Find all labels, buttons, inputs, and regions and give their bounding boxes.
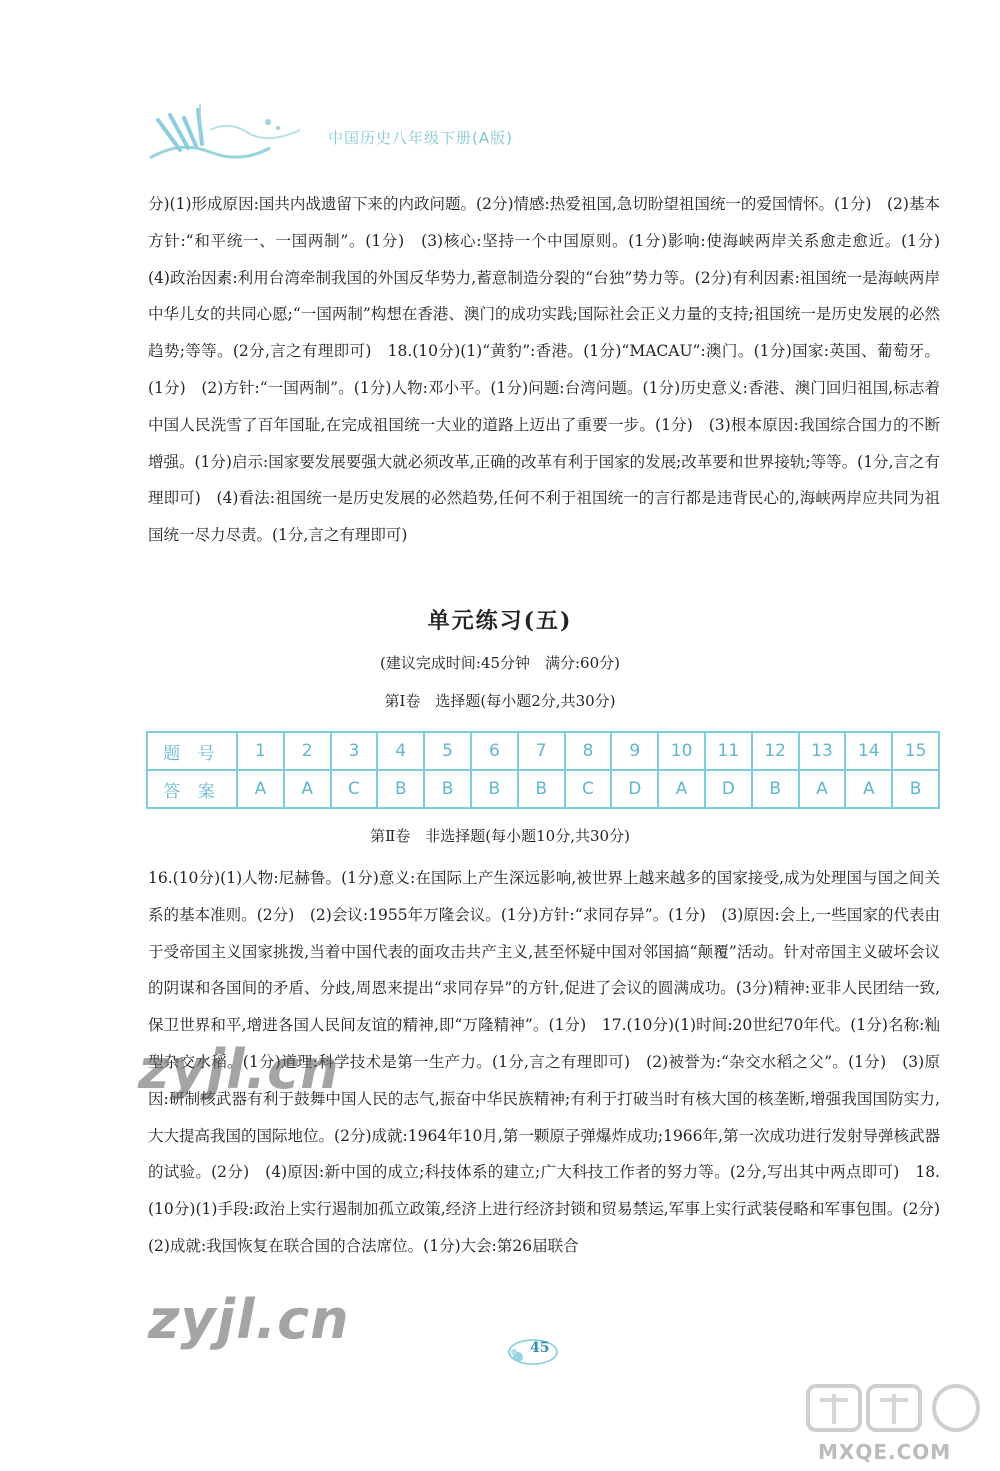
answer-cell: D (611, 770, 658, 808)
answer-paragraph-2: 16.(10分)(1)人物:尼赫鲁。(1分)意义:在国际上产生深远影响,被世界上越来越多的国家接受,成为处理国与国之间关系的基本准则。(2分) (2)会议:1955年万隆会议。(1分)方针:“求同存异”。(1分) (3)原因:会上,一些国家的代表由于受帝国主义国家挑拨,当着中国代表的面攻击共产主义,甚至怀疑中国对邻国搞“颠覆”活动。针对帝国主义破坏会议的阴谋和各国间的矛盾、分歧,周恩来提出“求同存异”的方针,促进了会议的圆满成功。(3分)精神:亚非人民团结一致,保卫世界和平,增进各国人民间友谊的精神,即“万隆精神”。(1分) 17.(10分)(1)时间:20世纪70年代。(1分)名称:籼型杂交水稻。(1分)道理:科学技术是第一生产力。(1分,言之有理即可) (2)被誉为:“杂交水稻之父”。(1分) (3)原因:研制核武器有利于鼓舞中国人民的志气,振奋中华民族精神;有利于打破当时有核大国的核垄断,增强我国国防实力,大大提高我国的国际地位。(2分)成就:1964年10月,第一颗原子弹爆炸成功;1966年,第一次成功进行发射导弹核武器的试验。(2分) (4)原因:新中国的成立;科技体系的建立;广大科技工作者的努力等。(2分,写出其中两点即可) 18.(10分)(1)手段:政治上实行遏制加孤立政策,经济上进行经济封锁和贸易禁运,军事上实行武装侵略和军事包围。(2分) (2)成就:我国恢复在联合国的合法席位。(1分)大会:第26届联合 (148, 869, 956, 1255)
unit-title: 单元练习(五) (427, 608, 573, 634)
answer-cell: B (471, 770, 518, 808)
question-number: 11 (705, 732, 752, 770)
question-number: 6 (471, 732, 518, 770)
page-header (140, 100, 560, 170)
watermark: zyjl.cn (138, 1038, 340, 1101)
answer-cell: D (705, 770, 752, 808)
answer-paragraph-1: 分)(1)形成原因:国共内战遗留下来的内政问题。(2分)情感:热爱祖国,急切盼望祖国统一的爱国情怀。(1分) (2)基本方针:“和平统一、一国两制”。(1分) (3)核心:坚持一个中国原则。(1分)影响:使海峡两岸关系愈走愈近。(1分) (4)政治因素:利用台湾牵制我国的外国反华势力,蓄意制造分裂的“台独”势力等。(2分)有利因素:祖国统一是海峡两岸中华儿女的共同心愿;“一国两制”构想在香港、澳门的成功实践;国际社会正义力量的支持;祖国统一是历史发展的必然趋势;等等。(2分,言之有理即可) 18.(10分)(1)“黄豹”:香港。(1分)“MACAU”:澳门。(1分)国家:英国、葡萄牙。(1分) (2)方针:“一国两制”。(1分)人物:邓小平。(1分)问题:台湾问题。(1分)历史意义:香港、澳门回归祖国,标志着中国人民洗雪了百年国耻,在完成祖国统一大业的道路上迈出了重要一步。(1分) (3)根本原因:我国综合国力的不断增强。(1分)启示:国家要发展要强大就必须改革,正确的改革有利于国家的发展;改革要和世界接轨;等等。(1分,言之有理即可) (4)看法:祖国统一是历史发展的必然趋势,任何不利于祖国统一的言行都是违背民心的,海峡两岸应共同为祖国统一尽力尽责。(1分,言之有理即可) (148, 195, 956, 545)
answer-cell: C (331, 770, 378, 808)
answer-cell: B (377, 770, 424, 808)
answer-cell: A (284, 770, 331, 808)
part2-heading: 第Ⅱ卷 非选择题(每小题10分,共30分) (370, 827, 630, 845)
watermark: zyjl.cn (148, 1288, 350, 1351)
row-label-number: 题 号 (147, 732, 237, 770)
answer-cell: A (237, 770, 284, 808)
answer-cell: A (658, 770, 705, 808)
corner-watermark: MXQE.COM (818, 1440, 952, 1464)
answer-table (146, 731, 940, 809)
page-number: 45 (530, 1340, 550, 1356)
question-number: 13 (799, 732, 846, 770)
time-note: (建议完成时间:45分钟 满分:60分) (380, 654, 620, 672)
table-row-numbers (147, 732, 939, 770)
question-number: 5 (424, 732, 471, 770)
answer-cell: C (565, 770, 612, 808)
question-number: 3 (331, 732, 378, 770)
answer-cell: B (752, 770, 799, 808)
answer-cell: B (424, 770, 471, 808)
question-number: 2 (284, 732, 331, 770)
question-number: 12 (752, 732, 799, 770)
question-number: 7 (518, 732, 565, 770)
answer-cell: A (845, 770, 892, 808)
part1-heading: 第Ⅰ卷 选择题(每小题2分,共30分) (384, 692, 616, 710)
question-number: 15 (892, 732, 939, 770)
question-number: 9 (611, 732, 658, 770)
answer-cell: B (892, 770, 939, 808)
answer-cell: B (518, 770, 565, 808)
question-number: 14 (845, 732, 892, 770)
question-number: 10 (658, 732, 705, 770)
question-number: 8 (565, 732, 612, 770)
question-number: 4 (377, 732, 424, 770)
header-decoration-icon (140, 100, 320, 170)
header-title: 中国历史八年级下册(A版) (328, 129, 513, 147)
question-number: 1 (237, 732, 284, 770)
table-row-answers (147, 770, 939, 808)
answer-cell: A (799, 770, 846, 808)
row-label-answer: 答 案 (147, 770, 237, 808)
